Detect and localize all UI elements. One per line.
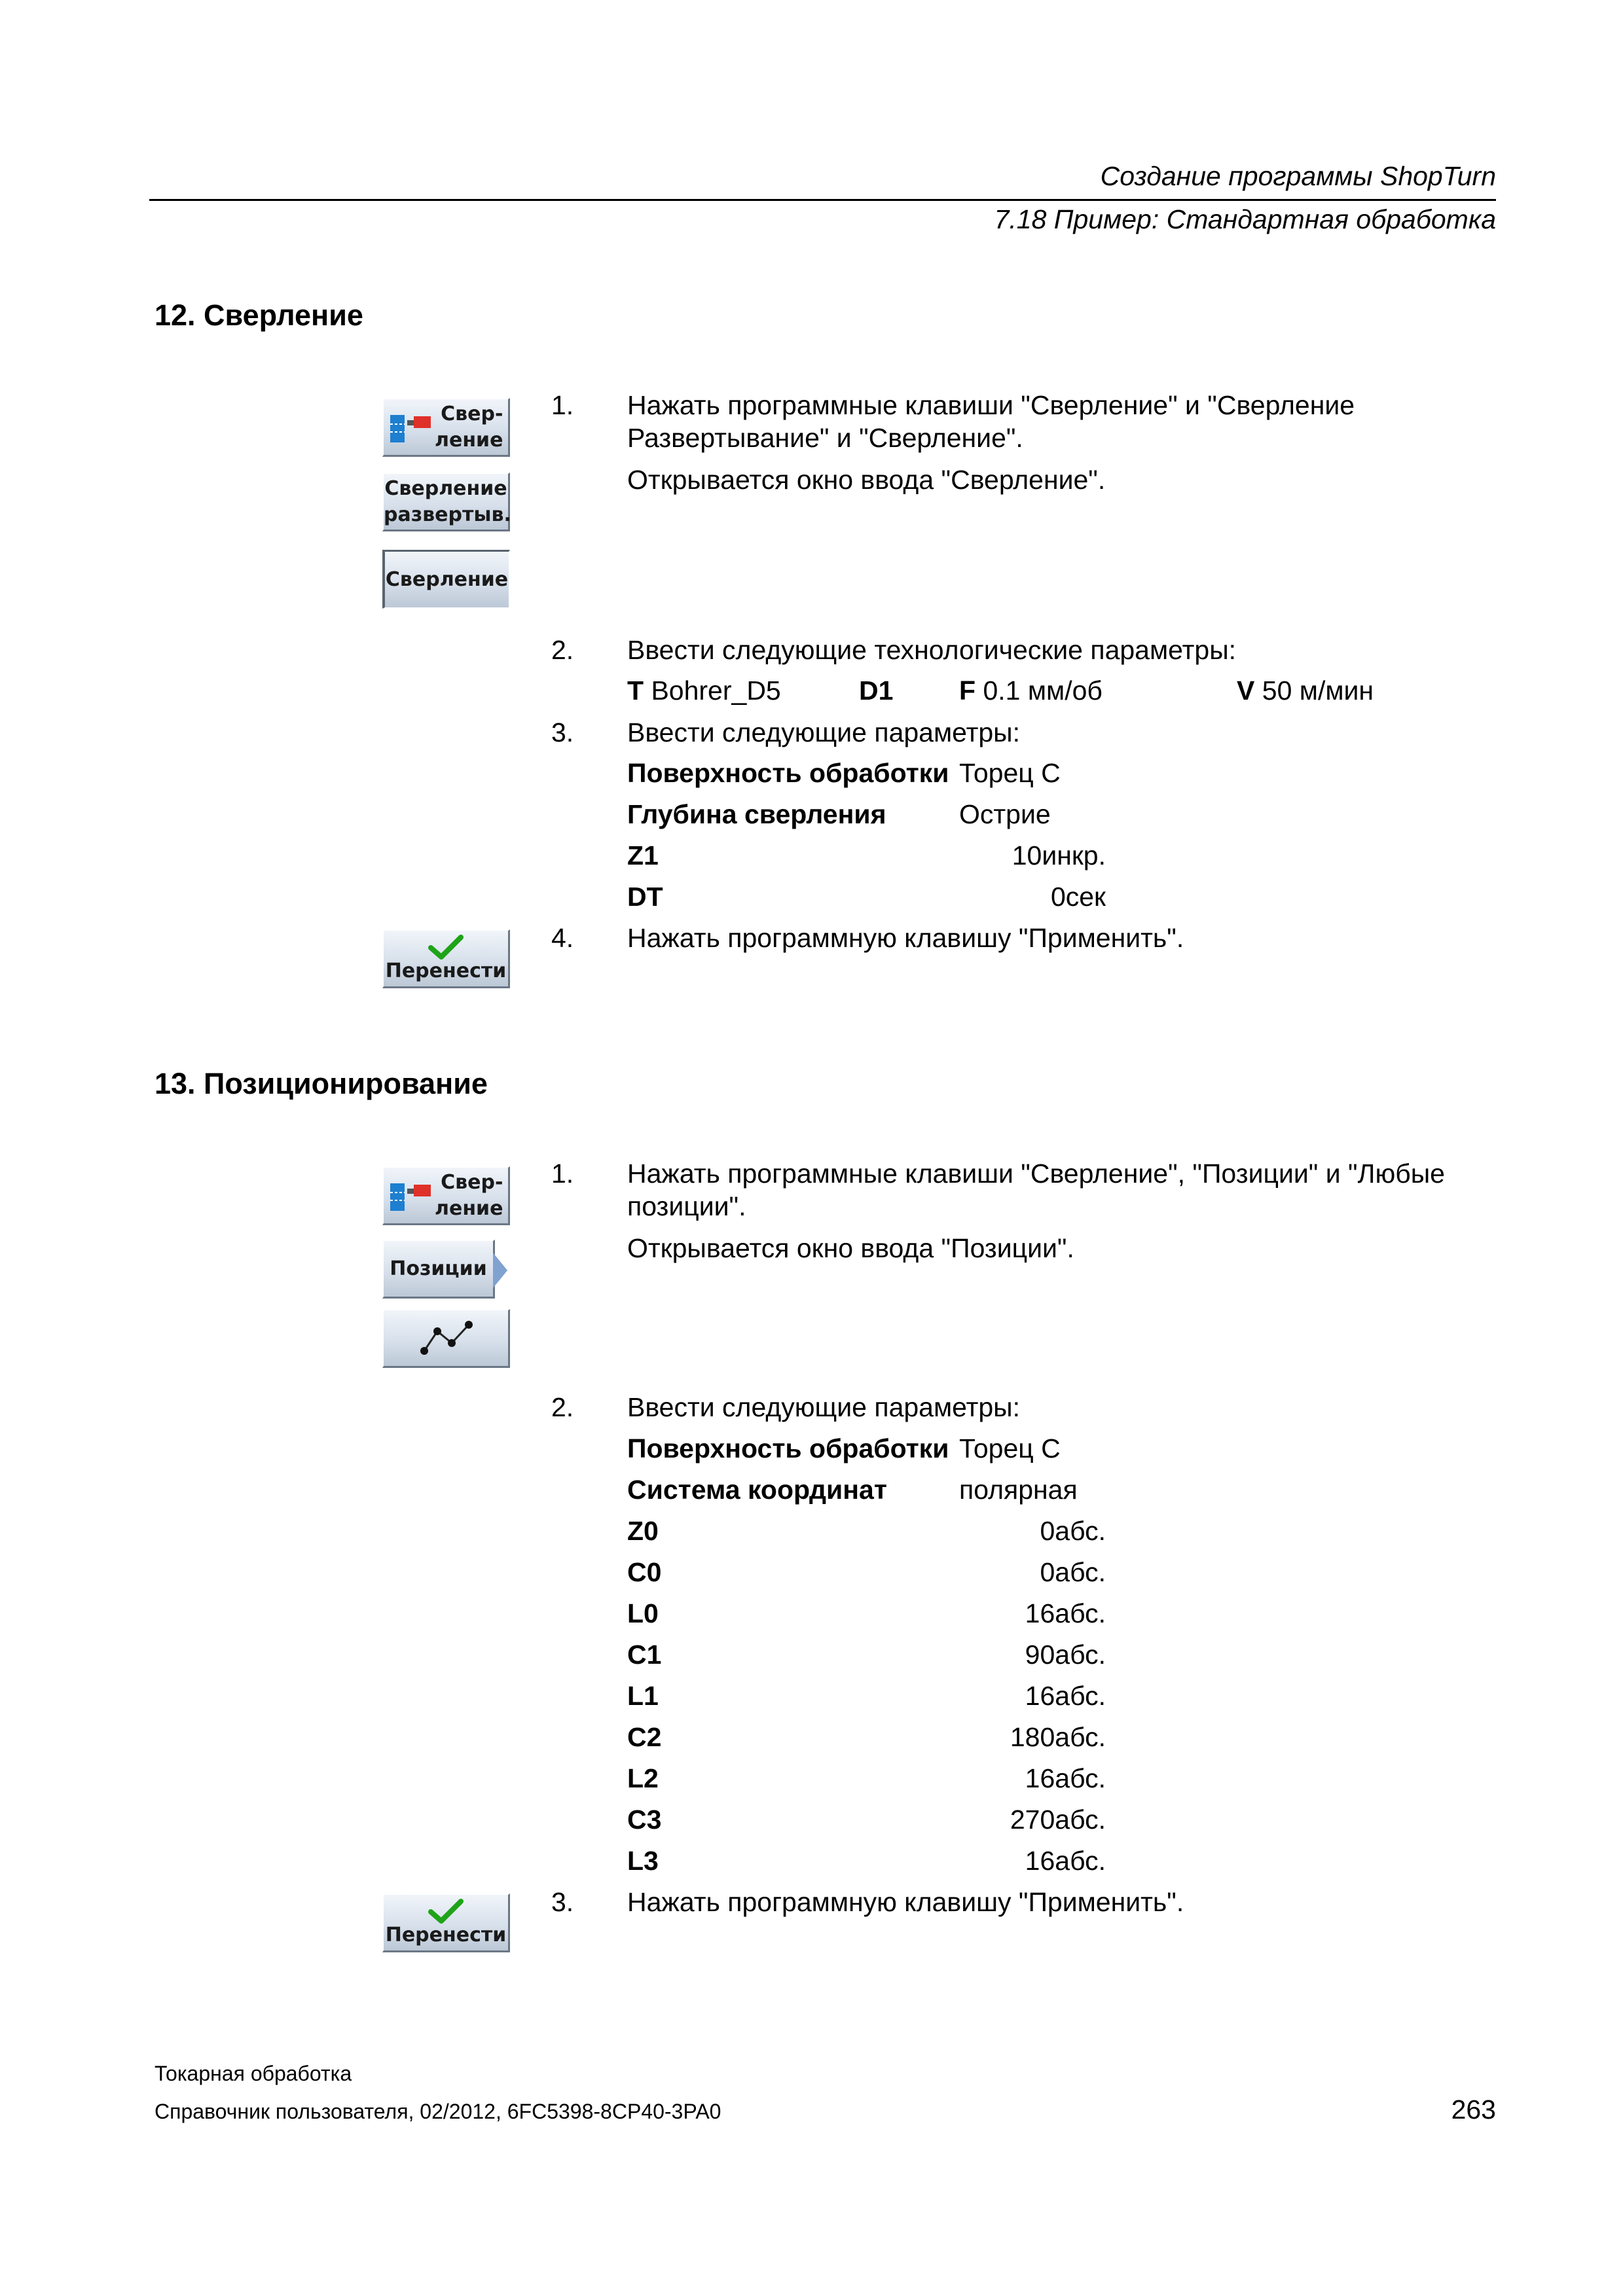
- drill-softkey[interactable]: [382, 398, 510, 457]
- tool-value: Bohrer_D5: [651, 675, 781, 706]
- param-label: Поверхность обработки: [627, 758, 949, 788]
- step-text: Нажать программную клавишу "Применить".: [627, 923, 1184, 953]
- section-title: 7.18 Пример: Стандартная обработка: [994, 204, 1496, 234]
- param-label: C2: [627, 1722, 662, 1752]
- tool-param: [627, 675, 781, 706]
- drill-only-softkey[interactable]: [382, 550, 510, 609]
- step-number: 2.: [551, 1392, 574, 1422]
- param-value: 10инкр.: [1012, 840, 1106, 870]
- step-number: 1.: [551, 1158, 574, 1189]
- drill-icon: [384, 399, 435, 455]
- param-label: L1: [627, 1681, 659, 1711]
- step-note: Открывается окно ввода "Позиции".: [627, 1233, 1074, 1263]
- param-label: L3: [627, 1846, 659, 1876]
- drill-icon: [384, 1168, 435, 1223]
- param-label: Поверхность обработки: [627, 1433, 949, 1463]
- step-number: 3.: [551, 1887, 574, 1917]
- speed-param: [1237, 675, 1374, 706]
- checkmark-icon: [428, 935, 464, 960]
- param-label: L2: [627, 1763, 659, 1793]
- any-positions-softkey[interactable]: [382, 1309, 510, 1368]
- apply-label: Перенести: [385, 1923, 507, 1946]
- section-12-heading: 12. Сверление: [155, 298, 363, 332]
- param-value: 0сек: [1050, 882, 1106, 912]
- param-value: Торец С: [959, 1433, 1061, 1463]
- feed-param: [959, 675, 1103, 706]
- feed-label: F: [959, 675, 976, 706]
- param-value: 180абс.: [1010, 1722, 1106, 1752]
- drill-only-label: Сверление: [385, 568, 509, 591]
- drill-softkey-line1: Свер-: [441, 1170, 503, 1194]
- param-label: Z0: [627, 1516, 659, 1546]
- param-value: 16абс.: [1025, 1598, 1106, 1628]
- param-value: Острие: [959, 799, 1051, 829]
- footer-title: Токарная обработка: [155, 2062, 352, 2085]
- param-label: Глубина сверления: [627, 799, 886, 829]
- param-label: C3: [627, 1804, 662, 1835]
- positions-label: Позиции: [390, 1257, 487, 1280]
- section-13-heading: 13. Позиционирование: [155, 1067, 488, 1100]
- param-value: 90абс.: [1025, 1640, 1106, 1670]
- step-text: Ввести следующие параметры:: [627, 1392, 1021, 1422]
- drill-ream-softkey[interactable]: [382, 473, 510, 531]
- speed-label: V: [1237, 675, 1255, 706]
- step-text: Ввести следующие параметры:: [627, 717, 1021, 747]
- checkmark-icon: [428, 1899, 464, 1924]
- drill-softkey-line2: ление: [435, 1196, 503, 1220]
- apply-label: Перенести: [385, 959, 507, 982]
- param-value: 0абс.: [1040, 1516, 1106, 1546]
- drill-ream-line2: развертыв.: [384, 503, 511, 526]
- arrow-right-icon: [493, 1253, 507, 1288]
- feed-value: 0.1 мм/об: [983, 675, 1103, 706]
- param-value: 270абс.: [1010, 1804, 1106, 1835]
- drill-softkey-line1: Свер-: [441, 402, 503, 425]
- step-number: 2.: [551, 635, 574, 665]
- param-label: DT: [627, 882, 663, 912]
- apply-softkey[interactable]: [382, 1893, 510, 1952]
- drill-ream-line1: Сверление: [384, 476, 507, 500]
- step-number: 1.: [551, 390, 574, 420]
- speed-value: 50 м/мин: [1262, 675, 1374, 706]
- param-label: C0: [627, 1557, 662, 1587]
- step-text: Нажать программную клавишу "Применить".: [627, 1887, 1184, 1917]
- param-value: 16абс.: [1025, 1681, 1106, 1711]
- param-value: 0абс.: [1040, 1557, 1106, 1587]
- d-param: [859, 675, 893, 706]
- param-value: Торец С: [959, 758, 1061, 788]
- step-text: Ввести следующие технологические параметры:: [627, 635, 1237, 665]
- positions-softkey[interactable]: [382, 1240, 495, 1299]
- page-number: 263: [1451, 2094, 1496, 2125]
- param-value: 16абс.: [1025, 1846, 1106, 1876]
- tool-label: T: [627, 675, 644, 706]
- param-value: 16абс.: [1025, 1763, 1106, 1793]
- footer-doc-info: Справочник пользователя, 02/2012, 6FC5398-8CP40-3PA0: [155, 2100, 721, 2123]
- d-label: D1: [859, 675, 894, 706]
- param-label: L0: [627, 1598, 659, 1628]
- step-number: 4.: [551, 923, 574, 953]
- step-text: Нажать программные клавиши "Сверление" и "Сверление Развертывание" и "Сверление".: [627, 390, 1355, 453]
- step-note: Открывается окно ввода "Сверление".: [627, 465, 1106, 495]
- param-value: полярная: [959, 1475, 1078, 1505]
- drill-softkey-line2: ление: [435, 428, 503, 452]
- chapter-title: Создание программы ShopTurn: [1100, 161, 1496, 191]
- step-number: 3.: [551, 717, 574, 747]
- param-label: C1: [627, 1640, 662, 1670]
- drill-softkey[interactable]: [382, 1166, 510, 1225]
- param-label: Система координат: [627, 1475, 887, 1505]
- param-label: Z1: [627, 840, 659, 870]
- apply-softkey[interactable]: [382, 929, 510, 988]
- step-text: Нажать программные клавиши "Сверление", "Позиции" и "Любые позиции".: [627, 1158, 1445, 1221]
- header-rule: [149, 199, 1496, 201]
- polyline-points-icon: [410, 1316, 482, 1361]
